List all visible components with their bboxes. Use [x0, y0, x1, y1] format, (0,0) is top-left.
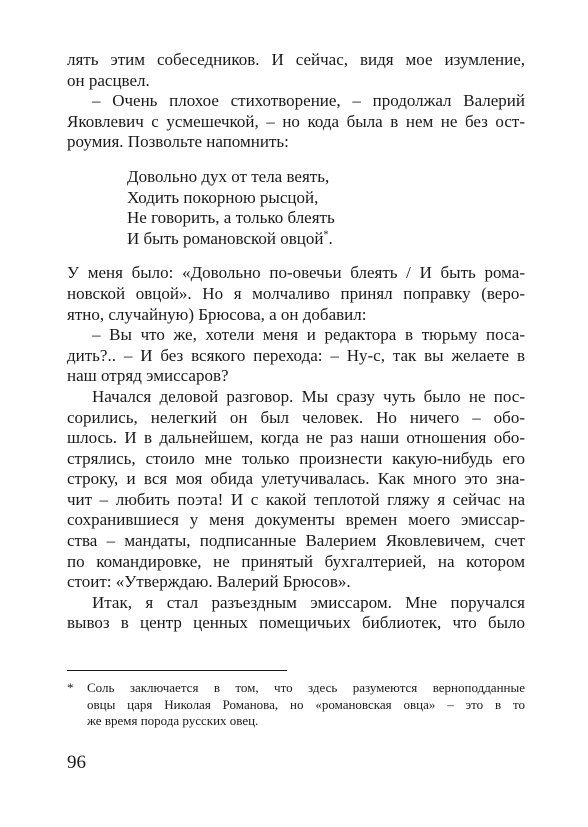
- text-line: роумия. Позвольте напомнить:: [67, 132, 289, 152]
- footnote-mark: *: [67, 680, 74, 695]
- page-number: 96: [67, 752, 86, 773]
- text-line: лять этим собеседников. И сейчас, видя мое изумление,: [67, 50, 525, 69]
- text-line: по командировке, не принятый бухгалтерией, на котором: [67, 551, 525, 571]
- text-line: вывоз в центр ценных помещичьих библиотек, что было: [67, 613, 525, 633]
- text-line: У меня было: «Довольно по-овечьи блеять / И быть рома-: [67, 263, 525, 283]
- footnote-line: же время порода русских овец.: [87, 713, 259, 728]
- footnote-divider: [67, 670, 287, 671]
- text-line: шлось. И в дальнейшем, когда не раз наши отношения обо-: [67, 428, 525, 448]
- text-line: Яковлевич с усмешечкой, – но кода была в нем не без ост-: [67, 111, 525, 131]
- page-body: [67, 50, 525, 634]
- text-line: ства – мандаты, подписанные Валерием Яковлевичем, счет: [67, 531, 525, 551]
- text-line: сорились, нелегкий он был человек. Но ничего – обо-: [67, 407, 525, 427]
- text-line: стоит: «Утверждаю. Валерий Брюсов».: [67, 572, 351, 592]
- poem-verse-last: [127, 229, 525, 250]
- footnote-reference-mark[interactable]: *: [323, 229, 329, 241]
- footnote-line: Соль заключается в том, что здесь разумеются верноподданные: [87, 680, 525, 695]
- text-line: наш отряд эмиссаров?: [67, 366, 229, 386]
- poem-verse-text: И быть романовской овцой: [127, 228, 324, 248]
- text-line: новской овцой». Но я молчаливо принял поправку (веро-: [67, 283, 525, 303]
- text-line: Начался деловой разговор. Мы сразу чуть было не пос-: [92, 386, 525, 406]
- text-line: дить?.. – И без всякого перехода: – Ну-с, так вы желаете в: [67, 345, 525, 365]
- footnote: [67, 680, 525, 730]
- poem-verse: Ходить покорною рысцой,: [127, 187, 319, 207]
- poem-verse-punctuation: .: [328, 228, 333, 248]
- text-line: ятно, случайную) Брюсова, а он добавил:: [67, 304, 367, 324]
- text-line: – Очень плохое стихотворение, – продолжал Валерий: [92, 91, 525, 111]
- poem-quote: [127, 167, 525, 249]
- text-line: строку, и вся моя обида улетучивалась. Как много это зна-: [67, 469, 525, 489]
- text-line: – Вы что же, хотели меня и редактора в тюрьму поса-: [92, 325, 525, 345]
- paragraph-2: [67, 91, 525, 153]
- footnote-line: овцы царя Николая Романова, но «романовская овца» – это в то: [87, 696, 525, 712]
- poem-verse: Не говорить, а только блеять: [127, 208, 335, 228]
- poem-verse: Довольно дух от тела веять,: [127, 166, 330, 186]
- footnote-text: [87, 680, 525, 730]
- paragraph-1: [67, 50, 525, 91]
- paragraph-3: [67, 263, 525, 325]
- paragraph-6: [67, 593, 525, 634]
- text-line: он расцвел.: [67, 70, 150, 90]
- text-line: чит – любить поэта! И с какой теплотой гляжу я сейчас на: [67, 489, 525, 509]
- paragraph-5: [67, 387, 525, 593]
- text-line: сохранившиеся у меня документы времен моего эмиссар-: [67, 510, 525, 530]
- paragraph-4: [67, 325, 525, 387]
- text-line: Итак, я стал разъездным эмиссаром. Мне поручался: [92, 592, 525, 612]
- text-line: стрялись, стоило мне только произнести какую-нибудь его: [67, 448, 525, 468]
